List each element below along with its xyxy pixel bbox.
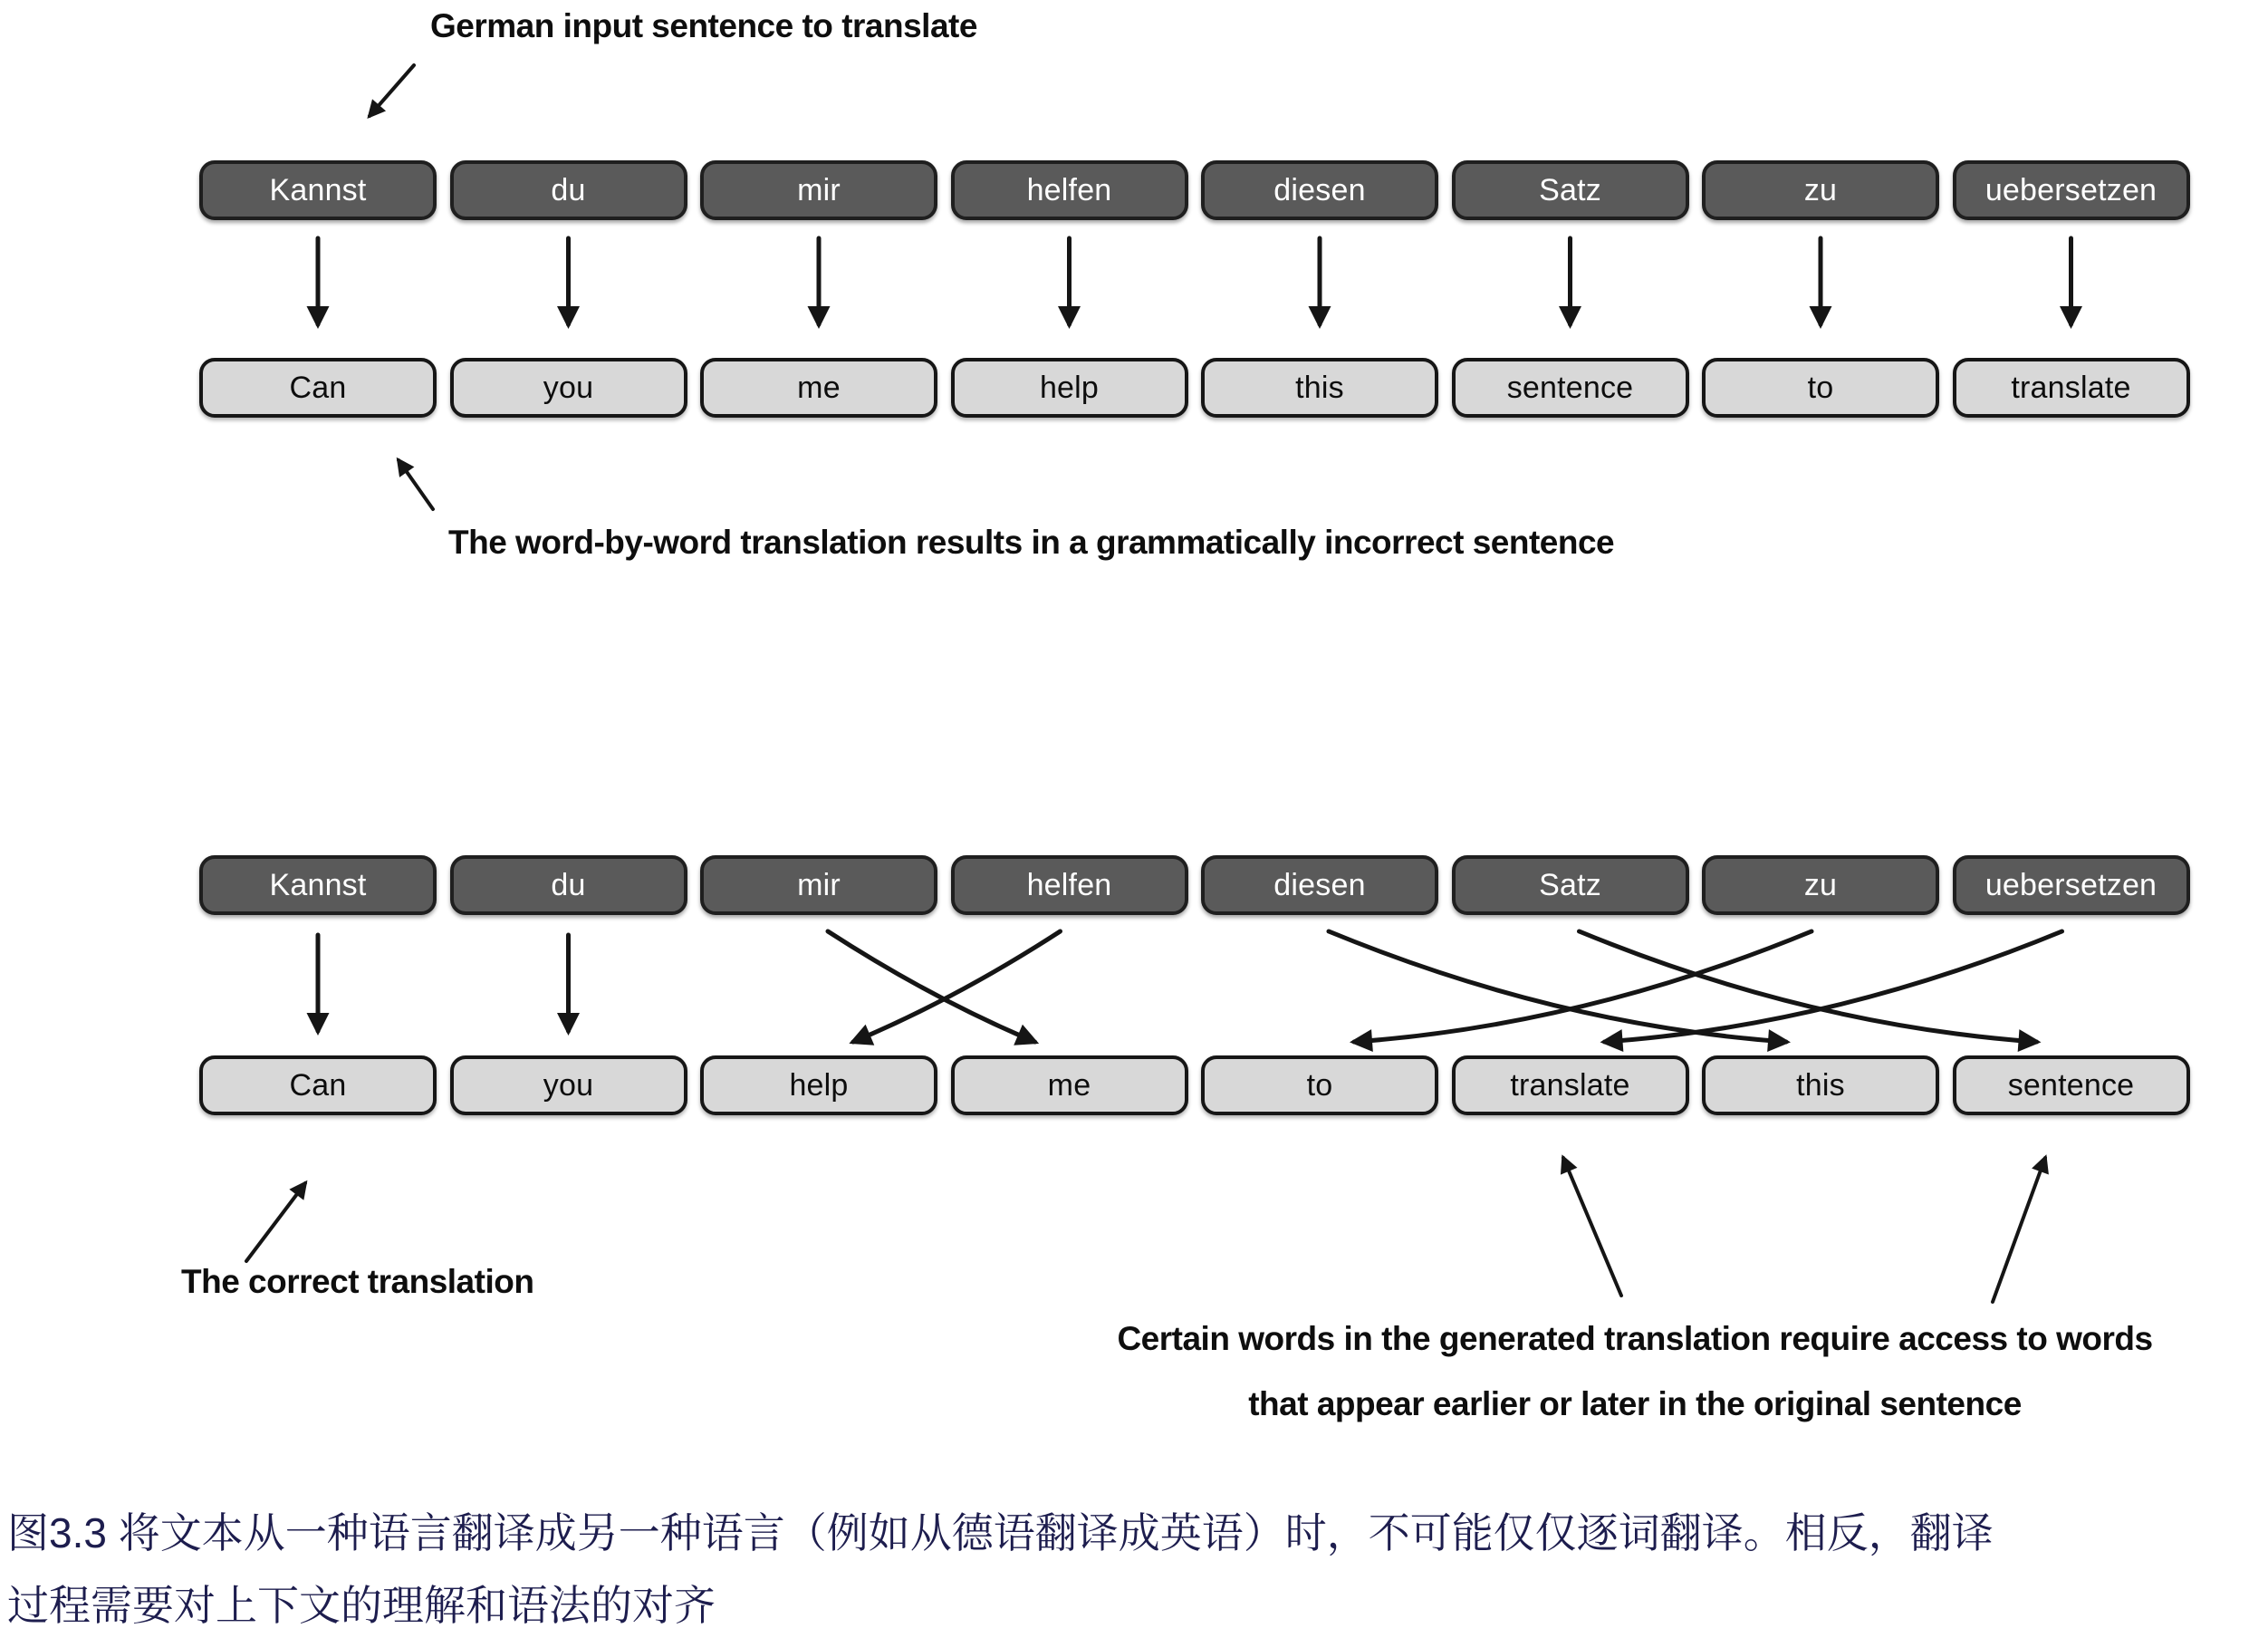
d2-english-word-box-can: Can [199,1055,437,1115]
d2-english-word-box-you: you [450,1055,687,1115]
d2-german-word-box-helfen: helfen [951,855,1188,915]
context-access-label-line1: Certain words in the generated translation require access to words [1117,1320,2153,1357]
correct-translation-pointer-arrow [246,1183,305,1261]
figure-caption-line2: 过程需要对上下文的理解和语法的对齐 [7,1582,716,1629]
d2-english-word-box-sentence: sentence [1953,1055,2190,1115]
d2-english-word-box-this: this [1702,1055,1939,1115]
d1-german-word-box-satz: Satz [1452,160,1689,220]
d1-english-word-box-sentence: sentence [1452,358,1689,418]
word-by-word-label: The word-by-word translation results in a grammatically incorrect sentence [448,524,1615,561]
d1-german-word-box-diesen: diesen [1201,160,1438,220]
correct-translation-label: The correct translation [181,1263,534,1300]
d2-german-word-box-diesen: diesen [1201,855,1438,915]
d1-german-word-box-kannst: Kannst [199,160,437,220]
figure-caption [7,1497,2264,1638]
context-pointer-arrow-translate [1563,1158,1621,1296]
d2-english-word-box-to: to [1201,1055,1438,1115]
d1-english-word-box-help: help [951,358,1188,418]
d2-german-word-box-zu: zu [1702,855,1939,915]
d1-english-word-box-you: you [450,358,687,418]
d2-german-word-box-du: du [450,855,687,915]
d1-german-word-box-mir: mir [700,160,937,220]
d1-english-word-box-can: Can [199,358,437,418]
d1-english-word-box-to: to [1702,358,1939,418]
context-pointer-arrow-sentence [1993,1158,2045,1302]
d2-align-arrow-7-5 [1605,931,2062,1042]
d2-align-arrow-2-3 [828,931,1035,1042]
d1-english-word-box-translate: translate [1953,358,2190,418]
d2-align-arrow-4-6 [1329,931,1786,1042]
d2-english-word-box-me: me [951,1055,1188,1115]
d1-german-word-box-uebersetzen: uebersetzen [1953,160,2190,220]
d2-german-word-box-mir: mir [700,855,937,915]
d2-german-word-box-kannst: Kannst [199,855,437,915]
d2-german-word-box-satz: Satz [1452,855,1689,915]
d2-align-arrow-3-2 [853,931,1061,1042]
context-access-label [996,1306,2268,1437]
d1-german-word-box-zu: zu [1702,160,1939,220]
figure-caption-line1: 图3.3 将文本从一种语言翻译成另一种语言（例如从德语翻译成英语）时，不可能仅仅逐词翻译。相反，翻译 [7,1509,1994,1556]
d2-english-word-box-help: help [700,1055,937,1115]
word-by-word-pointer-arrow [399,460,433,509]
d2-english-word-box-translate: translate [1452,1055,1689,1115]
d1-german-word-box-du: du [450,160,687,220]
d1-german-word-box-helfen: helfen [951,160,1188,220]
d1-english-word-box-this: this [1201,358,1438,418]
d2-german-word-box-uebersetzen: uebersetzen [1953,855,2190,915]
context-access-label-line2: that appear earlier or later in the original sentence [1248,1385,2022,1422]
german-input-label: German input sentence to translate [430,7,977,44]
d1-english-word-box-me: me [700,358,937,418]
german-input-pointer-arrow [370,65,414,116]
